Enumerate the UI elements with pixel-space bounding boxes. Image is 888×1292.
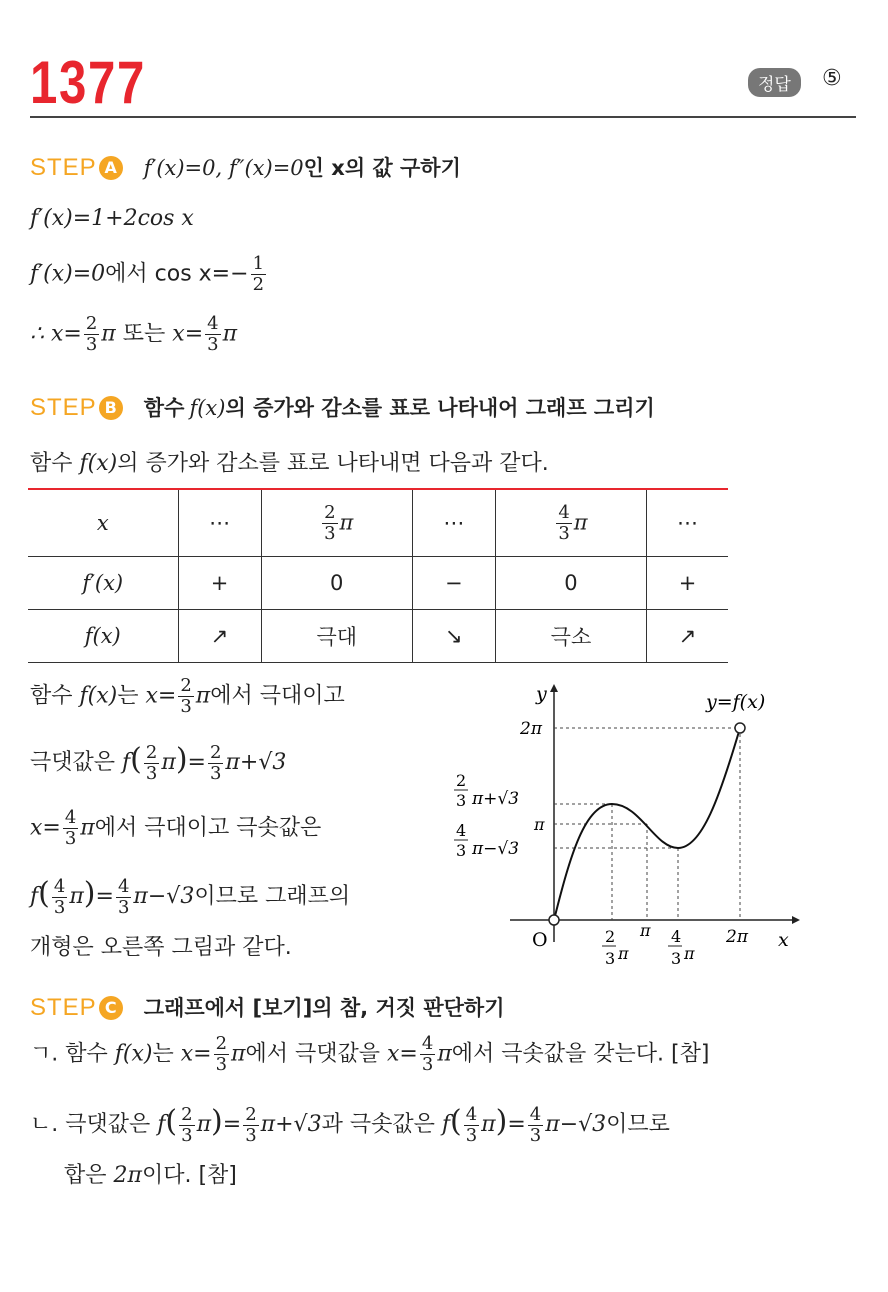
derivative-line: f′(x)=1+2cos x <box>30 206 194 231</box>
desc-math: x= <box>145 683 177 709</box>
desc-text: 이므로 그래프의 <box>194 884 351 909</box>
ytick-max-den: 3 <box>456 791 467 810</box>
eq-lhs: f′(x)=0 <box>30 261 106 287</box>
pi: π <box>101 321 116 347</box>
item-math: x= <box>387 1041 418 1067</box>
frac-num: 1 <box>252 253 265 274</box>
xtick-4-3-num: 4 <box>671 927 682 946</box>
xtick-pi: π <box>640 921 651 940</box>
item-math: π+√3 <box>260 1112 322 1137</box>
step-a-title: 인 x의 값 구하기 <box>303 156 461 180</box>
item-text: 에서 극솟값을 갖는다. [참] <box>451 1041 710 1067</box>
step-c-title: 그래프에서 [보기]의 참, 거짓 판단하기 <box>143 996 505 1020</box>
step-a-heading <box>30 152 461 182</box>
increase-decrease-table <box>28 488 728 663</box>
xtick-4-3-den: 3 <box>671 949 682 968</box>
item-text: 과 극솟값은 <box>321 1112 435 1137</box>
item-text: ㄱ. 함수 <box>30 1041 108 1067</box>
frac-num: 4 <box>207 313 219 334</box>
table-cell: x <box>28 489 178 557</box>
frac-den: 2 <box>252 274 265 295</box>
header-divider <box>30 116 856 118</box>
item-text: 이므로 <box>606 1112 670 1137</box>
desc-text: 는 <box>117 683 139 709</box>
intro-math: f(x) <box>79 451 118 476</box>
sol-c: x= <box>172 321 204 347</box>
item-text: 에서 극댓값을 <box>245 1041 381 1067</box>
step-c-heading <box>30 992 505 1022</box>
step-letter-badge: B <box>99 396 123 420</box>
step-b-title-math: f(x) <box>189 396 226 420</box>
desc-line-1: 함수 f(x)는 x= $\frac{2}{3}$ π에서 극대이고 <box>30 675 345 717</box>
table-cell: f(x) <box>28 610 178 663</box>
function-graph <box>440 676 820 976</box>
x-axis-arrow <box>792 916 800 924</box>
desc-text: 에서 극대이고 극솟값은 <box>94 815 322 841</box>
step-label: STEP <box>30 994 97 1021</box>
xtick-pi-a: π <box>618 944 629 963</box>
table-cell: ⋯ <box>412 489 495 557</box>
open-point-origin <box>549 915 559 925</box>
step-a-title-math: f′(x)=0, f″(x)=0 <box>143 156 304 180</box>
cos-equation <box>30 254 268 295</box>
min-value: π−√3 <box>133 884 195 909</box>
table-row-f <box>28 610 728 663</box>
or-text: 또는 <box>122 321 166 347</box>
xtick-2-3-den: 3 <box>605 949 616 968</box>
table-cell: 0 <box>495 557 646 610</box>
answer-badge: 정답 <box>748 68 801 97</box>
intro-b: 의 증가와 감소를 표로 나타내면 다음과 같다. <box>117 451 549 476</box>
step-b-title-a: 함수 <box>143 396 185 420</box>
item-text: ㄴ. 극댓값은 <box>30 1112 151 1137</box>
frac-den: 3 <box>85 334 98 355</box>
desc-text: 극댓값은 <box>30 750 116 775</box>
sol-a: ∴ x= <box>30 321 82 347</box>
desc-math: f(x) <box>79 683 118 709</box>
step-label: STEP <box>30 394 97 421</box>
table-cell: ⋯ <box>646 489 728 557</box>
table-row-fprime <box>28 557 728 610</box>
desc-line-5: 개형은 오른쪽 그림과 같다. <box>30 935 292 960</box>
desc-text: 함수 <box>30 683 73 709</box>
step-b-heading <box>30 392 655 422</box>
table-cell: ↗ <box>646 610 728 663</box>
item-2: ㄴ. 극댓값은 f( $\frac{2}{3}$ π)= $\frac{2}{3}$ π+√3과 극솟값은 f( $\frac{4}{3}$ π)= $\frac{4}{3}$ π−√3이므로 <box>30 1103 670 1146</box>
item-text: 는 <box>152 1041 174 1067</box>
item-math: f(x) <box>114 1041 153 1067</box>
item-math: x= <box>180 1041 212 1067</box>
ytick-max-num: 2 <box>456 771 467 790</box>
item-text: 합은 <box>64 1163 107 1188</box>
max-value: π+√3 <box>225 750 287 775</box>
y-axis-label: y <box>536 683 547 705</box>
table-cell: + <box>178 557 261 610</box>
ytick-max: π+√3 <box>472 789 520 809</box>
item-1: ㄱ. 함수 f(x)는 x= $\frac{2}{3}$ π에서 극댓값을 x= $\frac{4}{3}$ π에서 극솟값을 갖는다. [참] <box>30 1033 710 1075</box>
desc-line-2: 극댓값은 f( $\frac{2}{3}$ π)= $\frac{2}{3}$ π+√3 <box>30 741 287 784</box>
desc-math: x= <box>30 815 61 841</box>
item-math: 2π <box>113 1163 142 1188</box>
table-row-x <box>28 489 728 557</box>
table-cell: f′(x) <box>28 557 178 610</box>
table-cell: $\frac{4}{3}$ π <box>495 489 646 557</box>
table-cell: 극소 <box>495 610 646 663</box>
table-cell: + <box>646 557 728 610</box>
answer-value: ⑤ <box>822 66 842 91</box>
step-b-intro <box>30 446 549 477</box>
item-2-cont <box>64 1158 237 1189</box>
desc-text: 에서 극대이고 <box>210 683 345 709</box>
frac-den: 3 <box>207 334 219 355</box>
item-text: 이다. [참] <box>141 1163 237 1188</box>
origin-label: O <box>532 929 548 951</box>
eq-rhs: 에서 cos x=− <box>105 261 249 287</box>
xtick-2-3-num: 2 <box>605 927 616 946</box>
desc-line-3: x= $\frac{4}{3}$ π에서 극대이고 극솟값은 <box>30 807 322 849</box>
intro-a: 함수 <box>30 451 73 476</box>
pi: π <box>222 321 238 347</box>
xtick-2pi: 2π <box>726 927 748 947</box>
item-math: π−√3 <box>545 1112 607 1137</box>
ytick-min-num: 4 <box>456 821 467 840</box>
table-cell: ↗ <box>178 610 261 663</box>
y-axis-arrow <box>550 684 558 692</box>
curve-label: y=f(x) <box>706 691 766 713</box>
table-cell: ⋯ <box>178 489 261 557</box>
step-label: STEP <box>30 154 97 181</box>
table-cell: 0 <box>261 557 412 610</box>
step-letter-badge: A <box>99 156 123 180</box>
ytick-pi: π <box>534 815 545 834</box>
table-cell: − <box>412 557 495 610</box>
ytick-min: π−√3 <box>472 839 520 859</box>
step-b-title-b: 의 증가와 감소를 표로 나타내어 그래프 그리기 <box>225 396 655 420</box>
step-letter-badge: C <box>99 996 123 1020</box>
x-axis-label: x <box>778 929 789 951</box>
problem-number: 1377 <box>30 49 147 116</box>
table-cell: 극대 <box>261 610 412 663</box>
frac-num: 2 <box>85 313 98 334</box>
ytick-min-den: 3 <box>456 841 467 860</box>
guide-lines <box>554 728 740 920</box>
open-point-end <box>735 723 745 733</box>
table-cell: ↘ <box>412 610 495 663</box>
desc-line-4: f( $\frac{4}{3}$ π)= $\frac{4}{3}$ π−√3이므로 그래프의 <box>30 875 351 918</box>
solution-line <box>30 314 237 355</box>
ytick-2pi: 2π <box>520 719 542 739</box>
xtick-pi-b: π <box>684 944 695 963</box>
table-cell: $\frac{2}{3}$ π <box>261 489 412 557</box>
